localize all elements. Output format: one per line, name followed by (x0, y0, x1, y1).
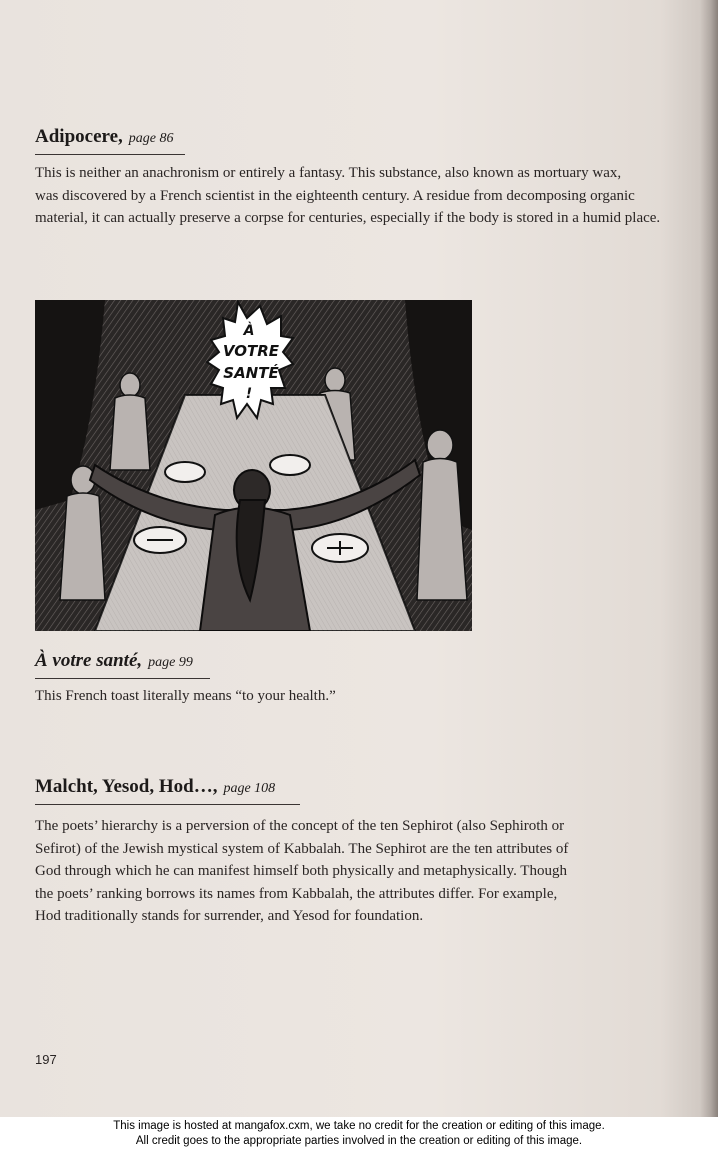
note-term: À votre santé, (35, 650, 143, 671)
body-line: This is neither an anachronism or entirely a fantasy. This substance, also known as mortuary wax, (35, 165, 622, 181)
body-line: was discovered by a French scientist in the eighteenth century. A residue from decomposing organic (35, 187, 635, 204)
note-body-malcht-yesod-hod (35, 815, 568, 928)
note-heading-malcht-yesod-hod (35, 776, 275, 798)
note-heading-adipocere (35, 126, 174, 148)
note-term: Adipocere, (35, 126, 123, 147)
note-heading-a-votre-sante (35, 650, 193, 672)
bubble-line: SANTÉ (223, 364, 279, 382)
note-page-ref: page 108 (223, 781, 276, 796)
bubble-line: ! (245, 386, 253, 402)
body-line: Sefirot) of the Jewish mystical system of Kabbalah. The Sephirot are the ten attributes of (35, 840, 569, 857)
footer-line: This image is hosted at mangafox.cxm, we take no credit for the creation or editing of this image. (113, 1120, 605, 1132)
note-page-ref: page 86 (128, 131, 174, 146)
note-body-adipocere (35, 162, 660, 230)
body-line: material, it can actually preserve a corpse for centuries, especially if the body is stored in a humid place. (35, 210, 661, 226)
body-line: God through which he can manifest himself both physically and metaphysically. Though (35, 863, 567, 879)
heading-underline (35, 804, 300, 805)
page-number: 197 (35, 1052, 57, 1067)
footer-line: All credit goes to the appropriate parties involved in the creation or editing of this image. (135, 1135, 583, 1147)
body-line: The poets’ hierarchy is a perversion of the concept of the ten Sephirot (also Sephiroth or (35, 818, 565, 834)
page-edge-shadow (700, 0, 718, 1117)
body-line: Hod traditionally stands for surrender, and Yesod for foundation. (35, 908, 424, 924)
hosting-credit-footer (0, 1119, 718, 1149)
body-line: the poets’ ranking borrows its names from Kabbalah, the attributes differ. For example, (35, 885, 558, 902)
banquet-scene-drawing (35, 300, 472, 631)
note-body-a-votre-sante (35, 685, 336, 708)
heading-underline (35, 154, 185, 155)
note-page-ref: page 99 (148, 655, 193, 670)
note-term: Malcht, Yesod, Hod…, (35, 776, 218, 797)
heading-underline (35, 678, 210, 679)
bubble-line: À (243, 323, 255, 339)
body-line: This French toast literally means “to your health.” (35, 688, 336, 704)
manga-panel-illustration (35, 300, 472, 631)
bubble-line: VOTRE (222, 342, 280, 360)
